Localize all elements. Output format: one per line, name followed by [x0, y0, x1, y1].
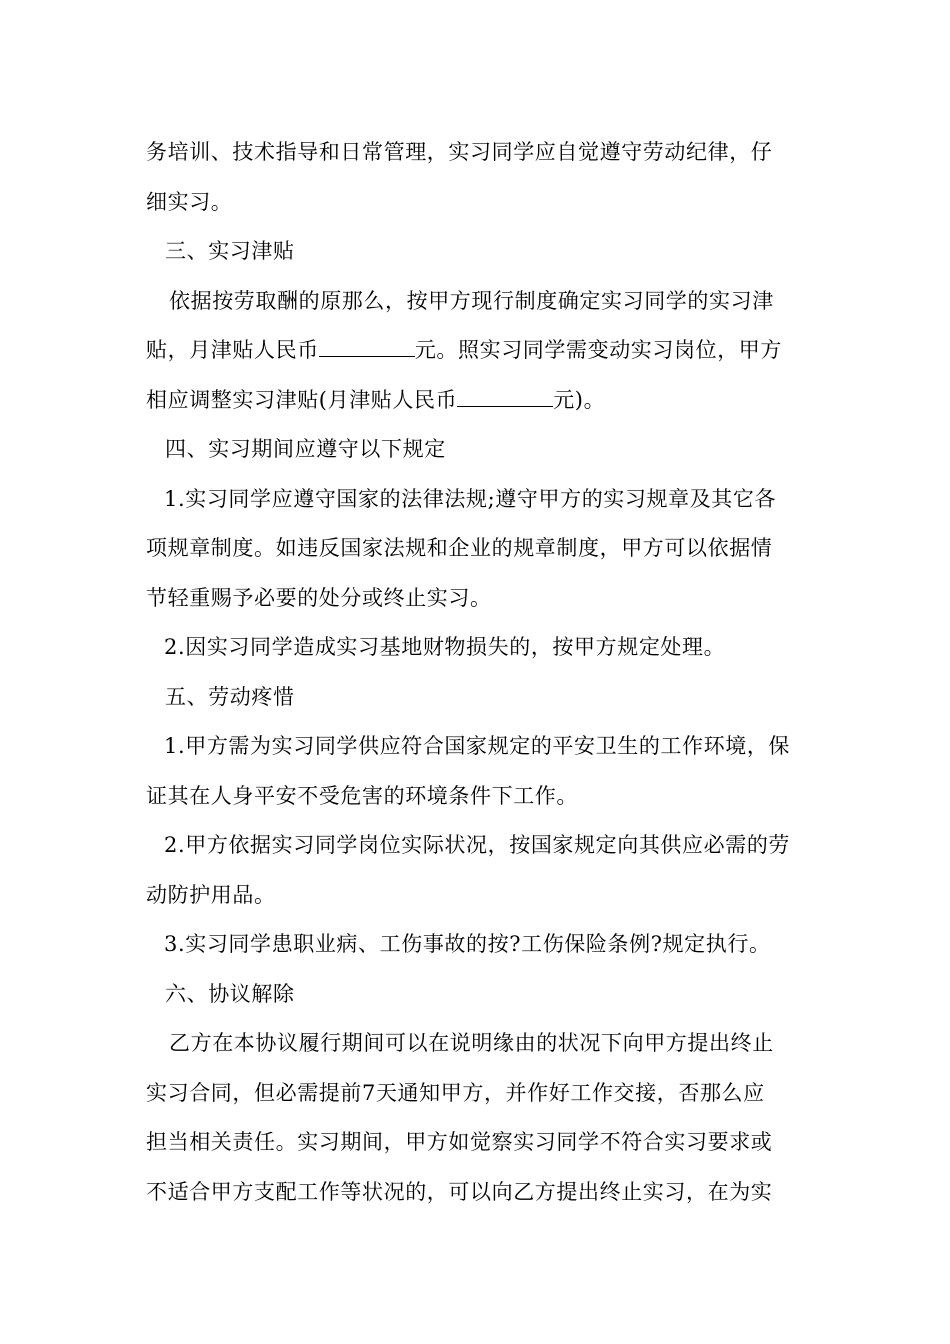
text-line: 节轻重赐予必要的处分或终止实习。	[146, 586, 492, 610]
text-line: 乙方在本协议履行期间可以在说明缘由的状况下向甲方提出终止	[169, 1031, 774, 1055]
text-line: 2.因实习同学造成实习基地财物损失的，按甲方规定处理。	[164, 635, 726, 659]
blank-underline	[457, 388, 553, 407]
blank-underline	[319, 338, 415, 357]
section-heading: 三、实习津贴	[165, 239, 295, 263]
text-line: 3.实习同学患职业病、工伤事故的按?工伤保险条例?规定执行。	[164, 932, 771, 956]
text-segment: 元)。	[553, 388, 606, 412]
text-line: 项规章制度。如违反国家法规和企业的规章制度，甲方可以依据情	[146, 536, 773, 560]
text-line: 担当相关责任。实习期间，甲方如觉察实习同学不符合实习要求或	[146, 1130, 773, 1154]
section-heading: 六、协议解除	[165, 982, 295, 1006]
text-line: 1.甲方需为实习同学供应符合国家规定的平安卫生的工作环境，保	[164, 734, 791, 758]
text-line: 动防护用品。	[146, 883, 276, 907]
section-heading: 五、劳动疼惜	[165, 685, 295, 709]
text-line: 务培训、技术指导和日常管理，实习同学应自觉遵守劳动纪律，仔	[146, 140, 773, 164]
text-segment: 元。照实习同学需变动实习岗位，甲方	[414, 338, 783, 362]
text-line: 实习合同，但必需提前7天通知甲方，并作好工作交接，否那么应	[146, 1081, 765, 1105]
text-segment: 相应调整实习津贴(月津贴人民币	[146, 388, 458, 412]
text-line: 细实习。	[146, 190, 233, 214]
text-line: 依据按劳取酬的原那么，按甲方现行制度确定实习同学的实习津	[169, 289, 774, 313]
text-segment: 贴，月津贴人民币	[146, 338, 319, 362]
text-line: 2.甲方依据实习同学岗位实际状况，按国家规定向其供应必需的劳	[164, 833, 791, 857]
text-line	[146, 335, 816, 365]
text-line: 证其在人身平安不受危害的环境条件下工作。	[146, 784, 578, 808]
section-heading: 四、实习期间应遵守以下规定	[165, 437, 446, 461]
text-line	[146, 385, 816, 415]
text-line: 1.实习同学应遵守国家的法律法规;遵守甲方的实习规章及其它各	[164, 487, 777, 511]
text-line: 不适合甲方支配工作等状况的，可以向乙方提出终止实习，在为实	[146, 1180, 773, 1204]
